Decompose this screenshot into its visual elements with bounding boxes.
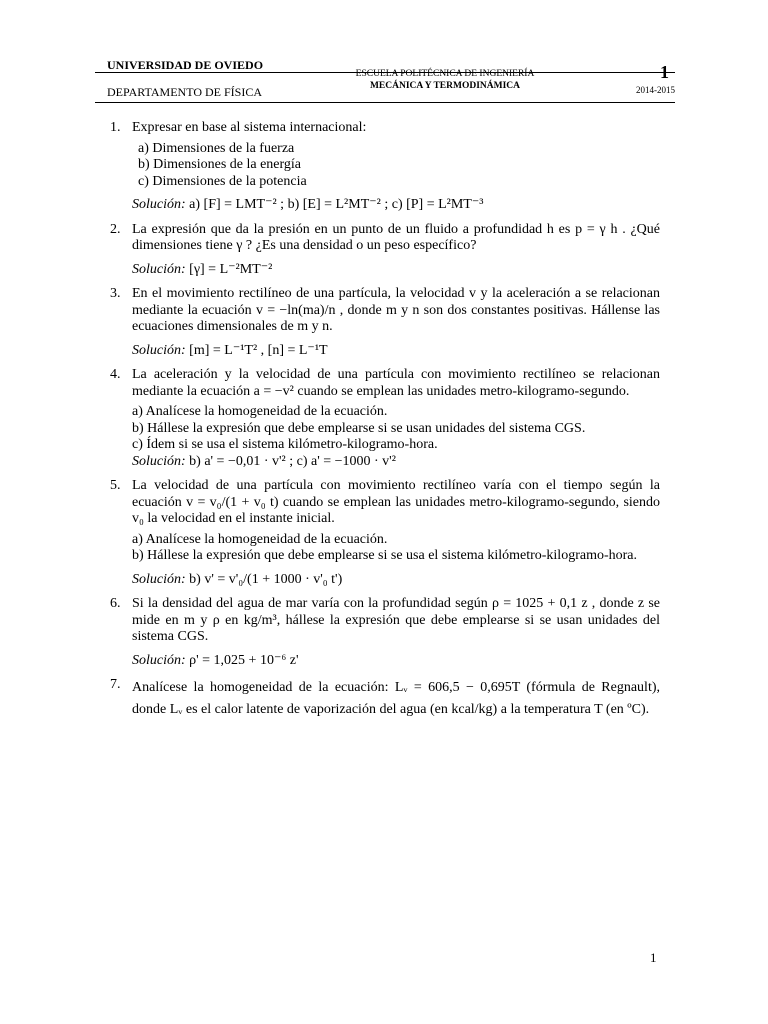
solution [132,653,660,670]
solution-label: Solución: [132,453,186,469]
solution [132,197,660,214]
university-name: UNIVERSIDAD DE OVIEDO [107,58,264,72]
problem-text: La velocidad de una partícula con movimiento rectilíneo varía con el tiempo según la ecuación v = v₀/(1 + v₀ t) cuando se emplean las unidades metro-kilogramo-segundo, siendo v₀ la velocidad en el instante inicial. [132,478,660,526]
solution [132,262,660,279]
problem-number: 7. [110,677,121,692]
problem-number: 2. [110,221,121,237]
subitem-list [132,532,660,565]
subitem: a) Analícese la homogeneidad de la ecuación. [132,404,388,419]
solution [132,572,660,589]
problem-2 [110,222,660,279]
solution-label: Solución: [132,342,186,358]
subitem: b) Hállese la expresión que debe emplearse si se usan unidades del sistema CGS. [132,420,586,436]
solution [132,343,660,360]
school-name: ESCUELA POLITÉCNICA DE INGENIERÍA [355,69,535,79]
problem-text: Expresar en base al sistema internacional: [132,120,367,135]
subitem: a) Analícese la homogeneidad de la ecuación. [132,531,388,547]
solution-label: Solución: [132,261,186,277]
problem-7 [110,677,660,721]
solution-text: ρ' = 1,025 + 10⁻⁶ z' [189,652,299,668]
header-rule-top [95,72,675,73]
problem-text: Analícese la homogeneidad de la ecuación: Lᵥ = 606,5 − 0,695T (fórmula de Regnault), donde Lᵥ es el calor latente de vaporización del agua (en kcal/kg) a la temperatura T (en ºC). [132,680,660,717]
subitem: b) Hállese la expresión que debe emplearse si se usa el sistema kilómetro-kilogramo-hora. [132,548,637,563]
page-number: 1 [650,950,657,965]
problem-text: Si la densidad del agua de mar varía con la profundidad según ρ = 1025 + 0,1 z , donde z se mide en m y ρ en kg/m³, hállese la expresión que debe emplearse si se usan unidades del sistema CGS. [132,596,660,644]
solution-text: [γ] = L⁻²MT⁻² [189,261,273,277]
solution-label: Solución: [132,197,186,212]
solution [132,454,660,471]
department-name: DEPARTAMENTO DE FÍSICA [107,85,263,99]
problem-4 [110,367,660,470]
problem-number: 4. [110,367,121,382]
problem-6 [110,596,660,669]
solution-label: Solución: [132,571,186,587]
subitem: a) Dimensiones de la fuerza [138,140,295,156]
problem-1 [110,120,660,214]
problem-number: 6. [110,596,121,611]
problem-number: 1. [110,120,121,135]
course-name: MECÁNICA Y TERMODINÁMICA [369,81,521,91]
solution-text: a) [F] = LMT⁻² ; b) [E] = L²MT⁻² ; c) [P] = L²MT⁻³ [189,197,484,212]
subitem: c) Ídem si se usa el sistema kilómetro-kilogramo-hora. [132,437,438,452]
problem-3 [110,286,660,359]
solution-text: b) a' = −0,01 · v'² ; c) a' = −1000 · v'² [189,453,396,469]
problem-text: La expresión que da la presión en un punto de un fluido a profundidad h es p = γ h . ¿Qué dimensiones tiene γ ? ¿Es una densidad o un peso específico? [132,221,660,253]
problem-number: 5. [110,478,121,493]
sheet-number: 1 [660,62,669,82]
academic-year: 2014-2015 [636,85,675,95]
problem-number: 3. [110,286,121,301]
problem-list [110,120,660,729]
subitem-list [132,404,660,454]
problem-text: En el movimiento rectilíneo de una partícula, la velocidad v y la aceleración a se relacionan mediante la ecuación v = −ln(ma)/n , donde m y n son dos constantes positivas. Hállense las ecuaciones dimensionales de m y n. [132,286,660,334]
page-header [95,58,675,103]
problem-text: La aceleración y la velocidad de una partícula con movimiento rectilíneo se relacionan mediante la ecuación a = −v² cuando se emplean las unidades metro-kilogramo-segundo. [132,367,660,399]
solution-label: Solución: [132,652,186,668]
subitem-list [138,141,660,191]
header-rule-bottom [95,102,675,103]
subitem: b) Dimensiones de la energía [138,157,302,172]
problem-5 [110,478,660,588]
solution-text: [m] = L⁻¹T² , [n] = L⁻¹T [189,342,328,358]
subitem: c) Dimensiones de la potencia [138,173,307,189]
solution-text: b) v' = v'₀/(1 + 1000 · v'₀ t') [189,571,343,587]
